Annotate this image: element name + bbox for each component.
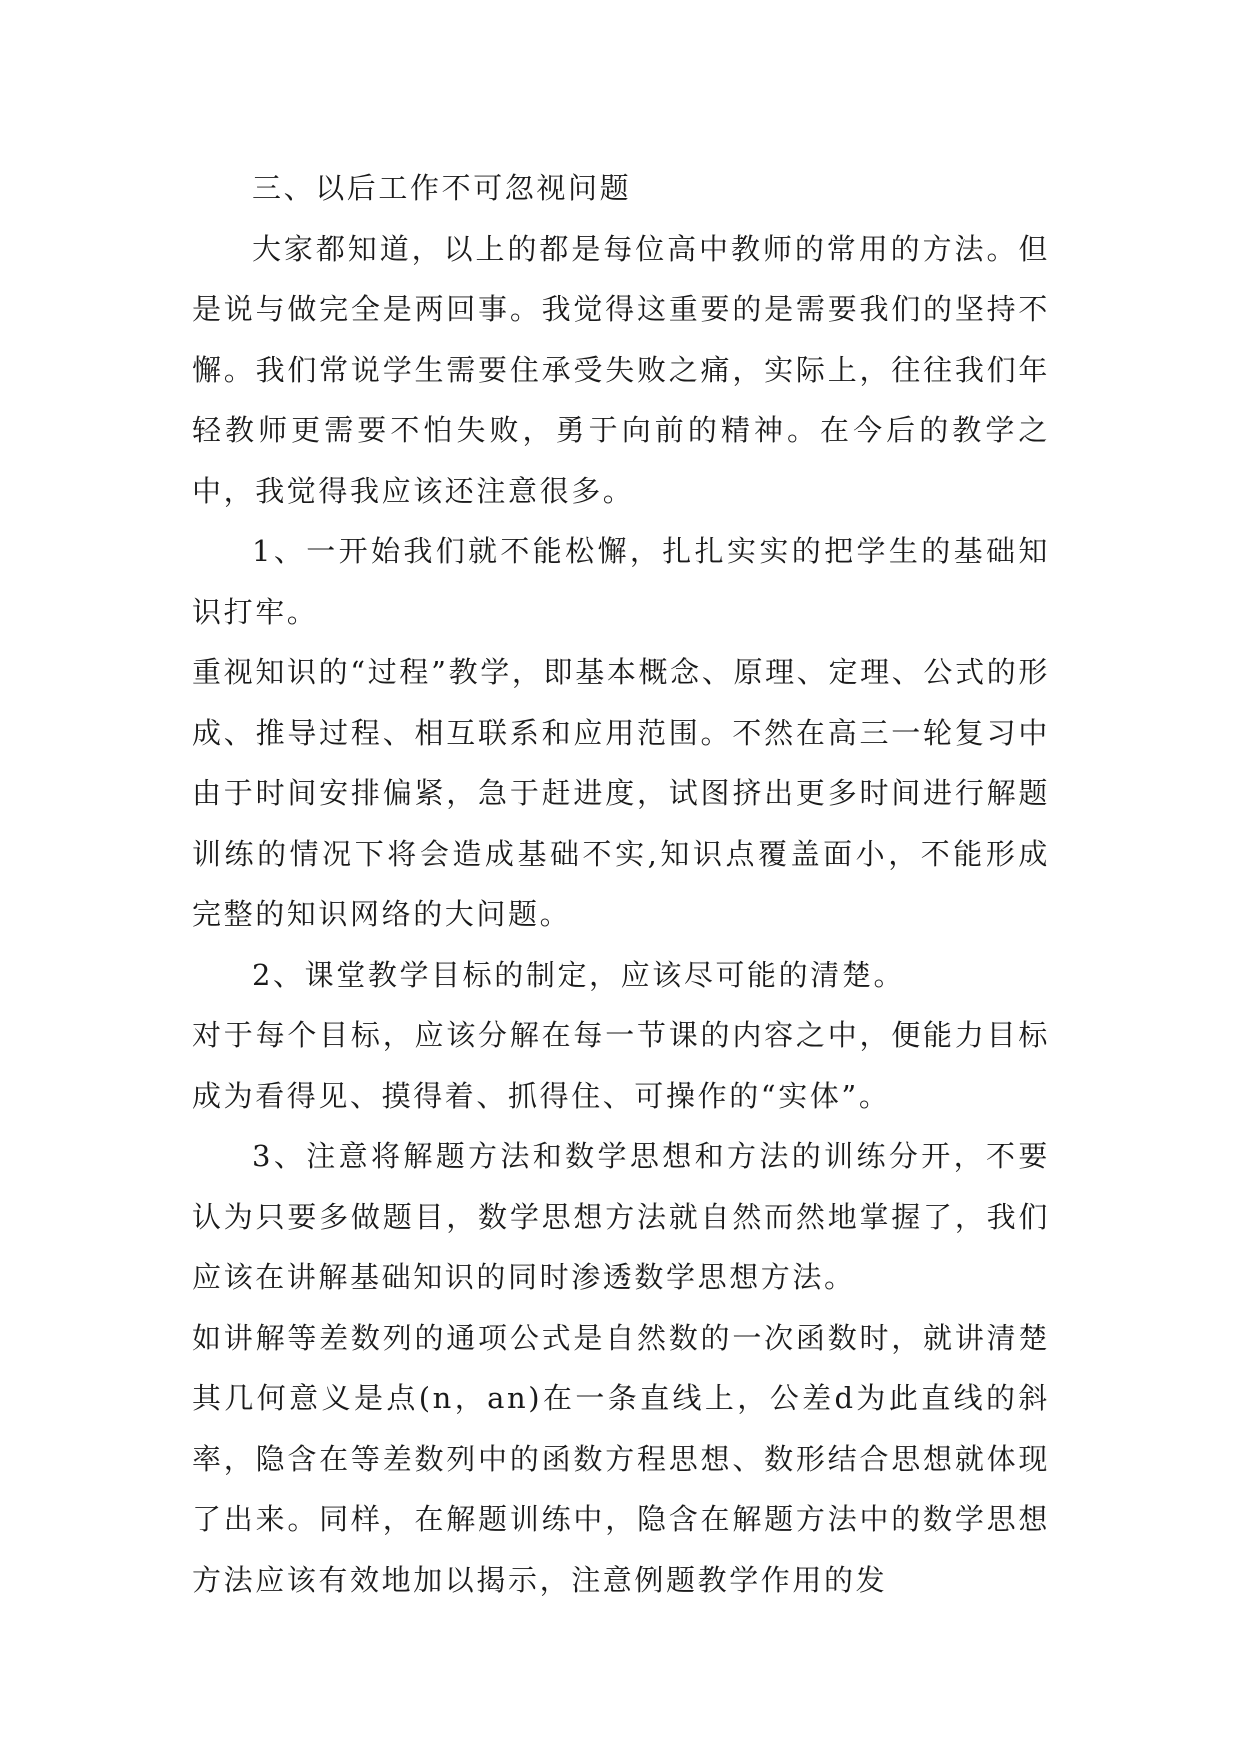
paragraph-point-1: 1、一开始我们就不能松懈，扎扎实实的把学生的基础知识打牢。 — [192, 534, 1050, 629]
document-page — [192, 158, 1050, 1610]
section-heading: 三、以后工作不可忽视问题 — [252, 171, 632, 205]
paragraph-point-2-detail: 对于每个目标，应该分解在每一节课的内容之中，便能力目标成为看得见、摸得着、抓得住、可操作的“实体”。 — [192, 1018, 1050, 1113]
paragraph-point-2: 2、课堂教学目标的制定，应该尽可能的清楚。 — [252, 957, 906, 992]
paragraph-point-3: 3、注意将解题方法和数学思想和方法的训练分开，不要认为只要多做题目，数学思想方法就自然而然地掌握了，我们应该在讲解基础知识的同时渗透数学思想方法。 — [192, 1139, 1050, 1294]
paragraph-point-3-detail: 如讲解等差数列的通项公式是自然数的一次函数时，就讲清楚其几何意义是点(n，an)在一条直线上，公差d为此直线的斜率，隐含在等差数列中的函数方程思想、数形结合思想就体现了出来。同样，在解题训练中，隐含在解题方法中的数学思想方法应该有效地加以揭示，注意例题教学作用的发 — [192, 1320, 1050, 1597]
paragraph-point-1-detail: 重视知识的“过程”教学，即基本概念、原理、定理、公式的形成、推导过程、相互联系和应用范围。不然在高三一轮复习中由于时间安排偏紧，急于赶进度，试图挤出更多时间进行解题训练的情况下将会造成基础不实,知识点覆盖面小，不能形成完整的知识网络的大问题。 — [192, 655, 1050, 931]
paragraph-intro: 大家都知道，以上的都是每位高中教师的常用的方法。但是说与做完全是两回事。我觉得这重要的是需要我们的坚持不懈。我们常说学生需要住承受失败之痛，实际上，往往我们年轻教师更需要不怕失败，勇于向前的精神。在今后的教学之中，我觉得我应该还注意很多。 — [192, 231, 1050, 508]
